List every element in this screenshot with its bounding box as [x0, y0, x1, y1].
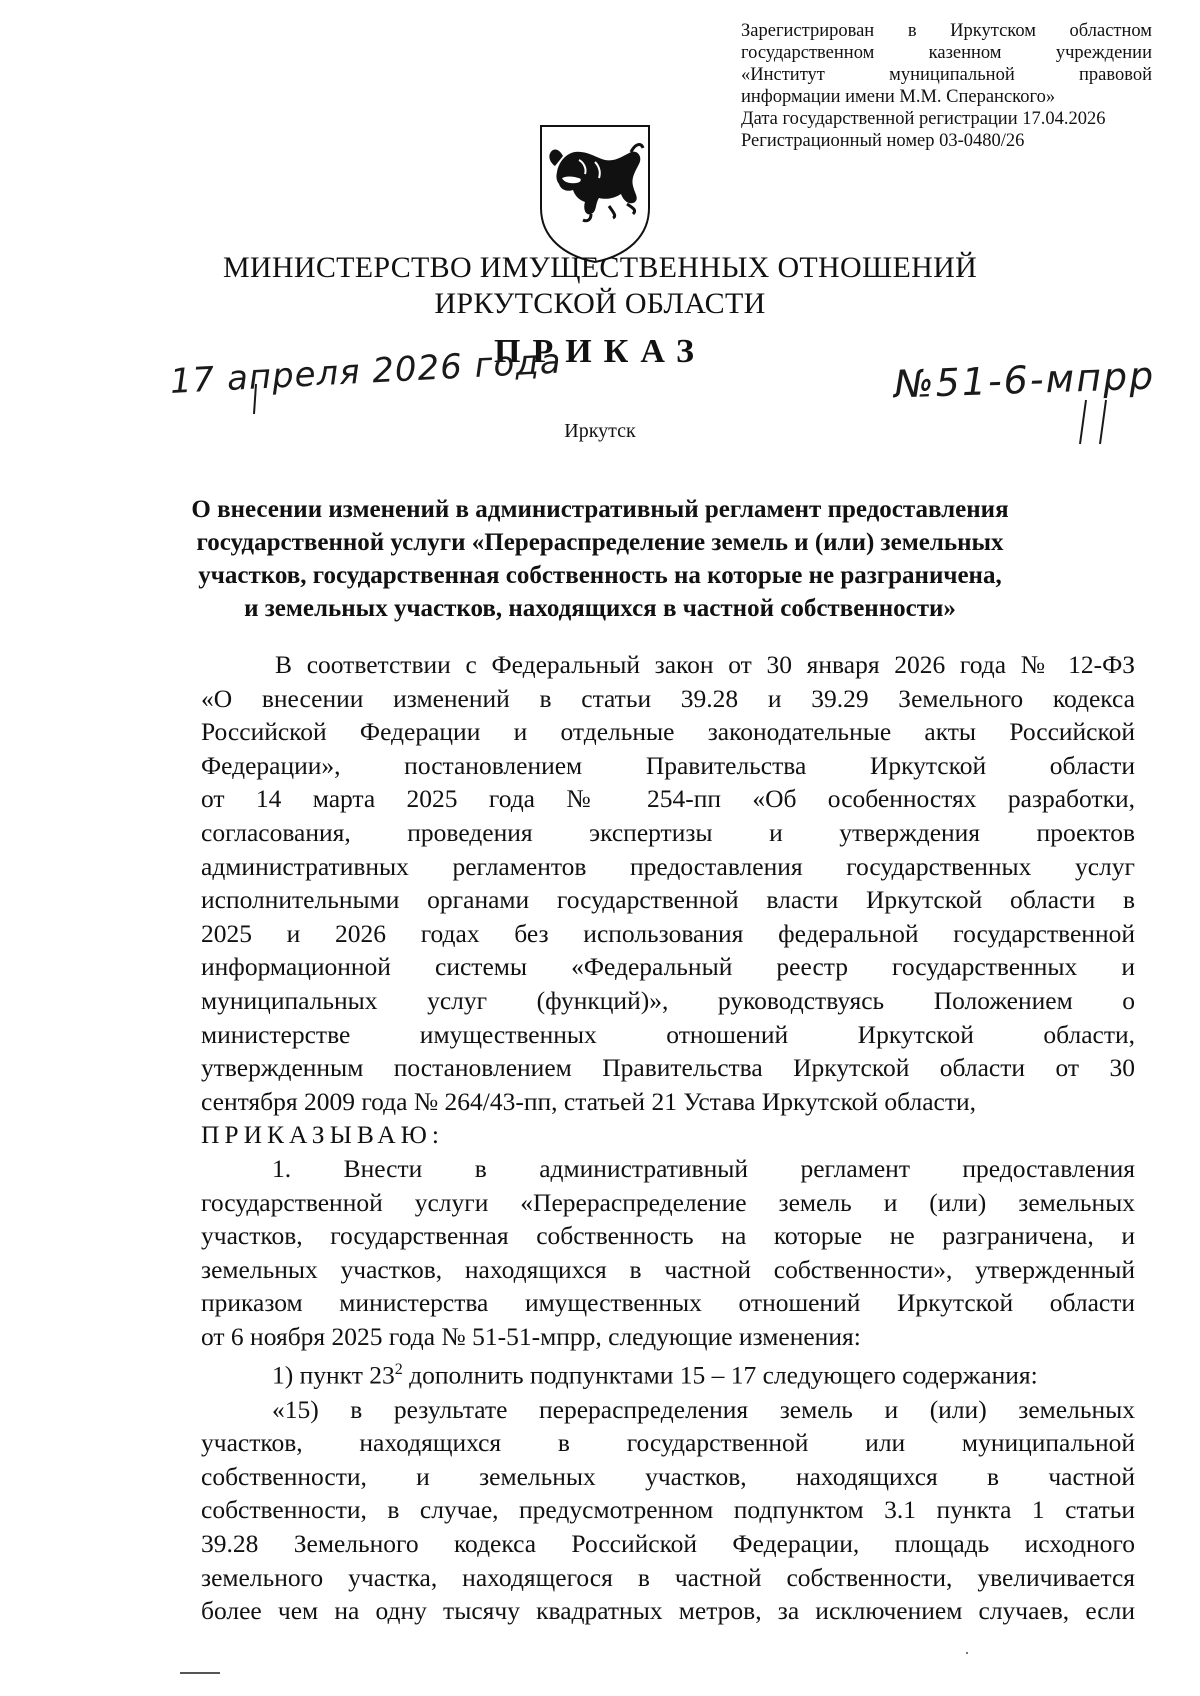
body-line: муниципальных услуг (функций)», руководствуясь Положением о	[201, 985, 1135, 1015]
order-body	[201, 648, 1135, 1628]
handwritten-number: №51-6-мпрр	[893, 353, 1156, 407]
registration-line: «Институт муниципальной правовой	[741, 65, 1152, 85]
body-line: земельного участка, находящегося в частной собственности, увеличивается	[201, 1562, 1135, 1592]
body-line: участков, находящихся в государственной или муниципальной	[201, 1428, 1135, 1458]
handwriting-descender	[250, 382, 262, 416]
body-line: согласования, проведения экспертизы и утверждения проектов	[201, 817, 1135, 847]
body-line: участков, государственная собственность на которые не разграничена, и	[201, 1221, 1135, 1251]
registration-line: Зарегистрирован в Иркутском областном	[741, 21, 1152, 41]
city: Иркутск	[564, 420, 636, 442]
irkutsk-coat-of-arms-icon	[535, 122, 655, 264]
handwritten-date: 17 апреля 2026 года	[168, 341, 563, 402]
registration-stamp	[741, 20, 1152, 152]
body-line: «15) в результате перераспределения земель и (или) земельных	[272, 1394, 1135, 1424]
order-directive: ПРИКАЗЫВАЮ:	[201, 1120, 444, 1150]
body-line: 2025 и 2026 годах без использования федеральной государственной	[201, 918, 1135, 948]
body-line: «О внесении изменений в статьи 39.28 и 39.29 Земельного кодекса	[201, 683, 1135, 713]
registration-line: информации имени М.М. Сперанского»	[741, 87, 1056, 107]
title-line: участков, государственная собственность на которые не разграничена,	[198, 562, 1002, 589]
scan-artifact	[966, 1652, 968, 1654]
body-line: Российской Федерации и отдельные законодательные акты Российской	[201, 717, 1135, 747]
ministry-name	[0, 250, 1200, 322]
body-line: от 14 марта 2025 года № 254-пп «Об особенностях разработки,	[201, 784, 1135, 814]
title-line: и земельных участков, находящихся в частной собственности»	[244, 595, 956, 622]
body-line: собственности, в случае, предусмотренном подпунктом 3.1 пункта 1 статьи	[201, 1495, 1135, 1525]
title-line: О внесении изменений в административный регламент предоставления	[191, 496, 1009, 523]
order-title	[0, 493, 1200, 625]
body-line: утвержденным постановлением Правительства Иркутской области от 30	[201, 1053, 1135, 1083]
body-line: исполнительными органами государственной власти Иркутской области в	[201, 885, 1135, 915]
body-line: от 6 ноября 2025 года № 51-51-мпрр, следующие изменения:	[201, 1321, 861, 1351]
body-line: сентября 2009 года № 264/43-пп, статьей 21 Устава Иркутской области,	[201, 1086, 977, 1116]
body-line: информационной системы «Федеральный реестр государственных и	[201, 952, 1135, 982]
body-line: министерстве имущественных отношений Иркутской области,	[201, 1019, 1135, 1049]
item-text: 1) пункт 23	[272, 1360, 395, 1390]
body-line: земельных участков, находящихся в частной собственности», утвержденный	[201, 1254, 1135, 1284]
body-line: более чем на одну тысячу квадратных метров, за исключением случаев, если	[201, 1596, 1135, 1626]
body-line: собственности, и земельных участков, находящихся в частной	[201, 1461, 1135, 1491]
registration-date: Дата государственной регистрации 17.04.2026	[741, 109, 1106, 129]
body-line: государственной услуги «Перераспределение земель и (или) земельных	[201, 1187, 1135, 1217]
scan-artifact	[180, 1672, 220, 1674]
body-line: 39.28 Земельного кодекса Российской Федерации, площадь исходного	[201, 1528, 1135, 1558]
document-type: ПРИКАЗ	[494, 333, 706, 370]
registration-number: Регистрационный номер 03-0480/26	[741, 131, 1025, 151]
superscript: 2	[394, 1361, 403, 1379]
body-line: приказом министерства имущественных отношений Иркутской области	[201, 1288, 1135, 1318]
ministry-line: МИНИСТЕРСТВО ИМУЩЕСТВЕННЫХ ОТНОШЕНИЙ	[222, 251, 978, 284]
body-line: В соответствии с Федеральный закон от 30 января 2026 года № 12-ФЗ	[275, 650, 1135, 679]
body-line: Федерации», постановлением Правительства Иркутской области	[201, 750, 1135, 780]
title-line: государственной услуги «Перераспределение земель и (или) земельных	[196, 529, 1004, 556]
item-text: дополнить подпунктами 15 – 17 следующего содержания:	[402, 1360, 1038, 1390]
region-line: ИРКУТСКОЙ ОБЛАСТИ	[434, 287, 766, 320]
body-line: 1. Внести в административный регламент предоставления	[272, 1153, 1135, 1183]
amendment-item	[201, 1353, 1135, 1392]
registration-line: государственном казенном учреждении	[741, 43, 1152, 63]
body-line: административных регламентов предоставления государственных услуг	[201, 851, 1135, 881]
